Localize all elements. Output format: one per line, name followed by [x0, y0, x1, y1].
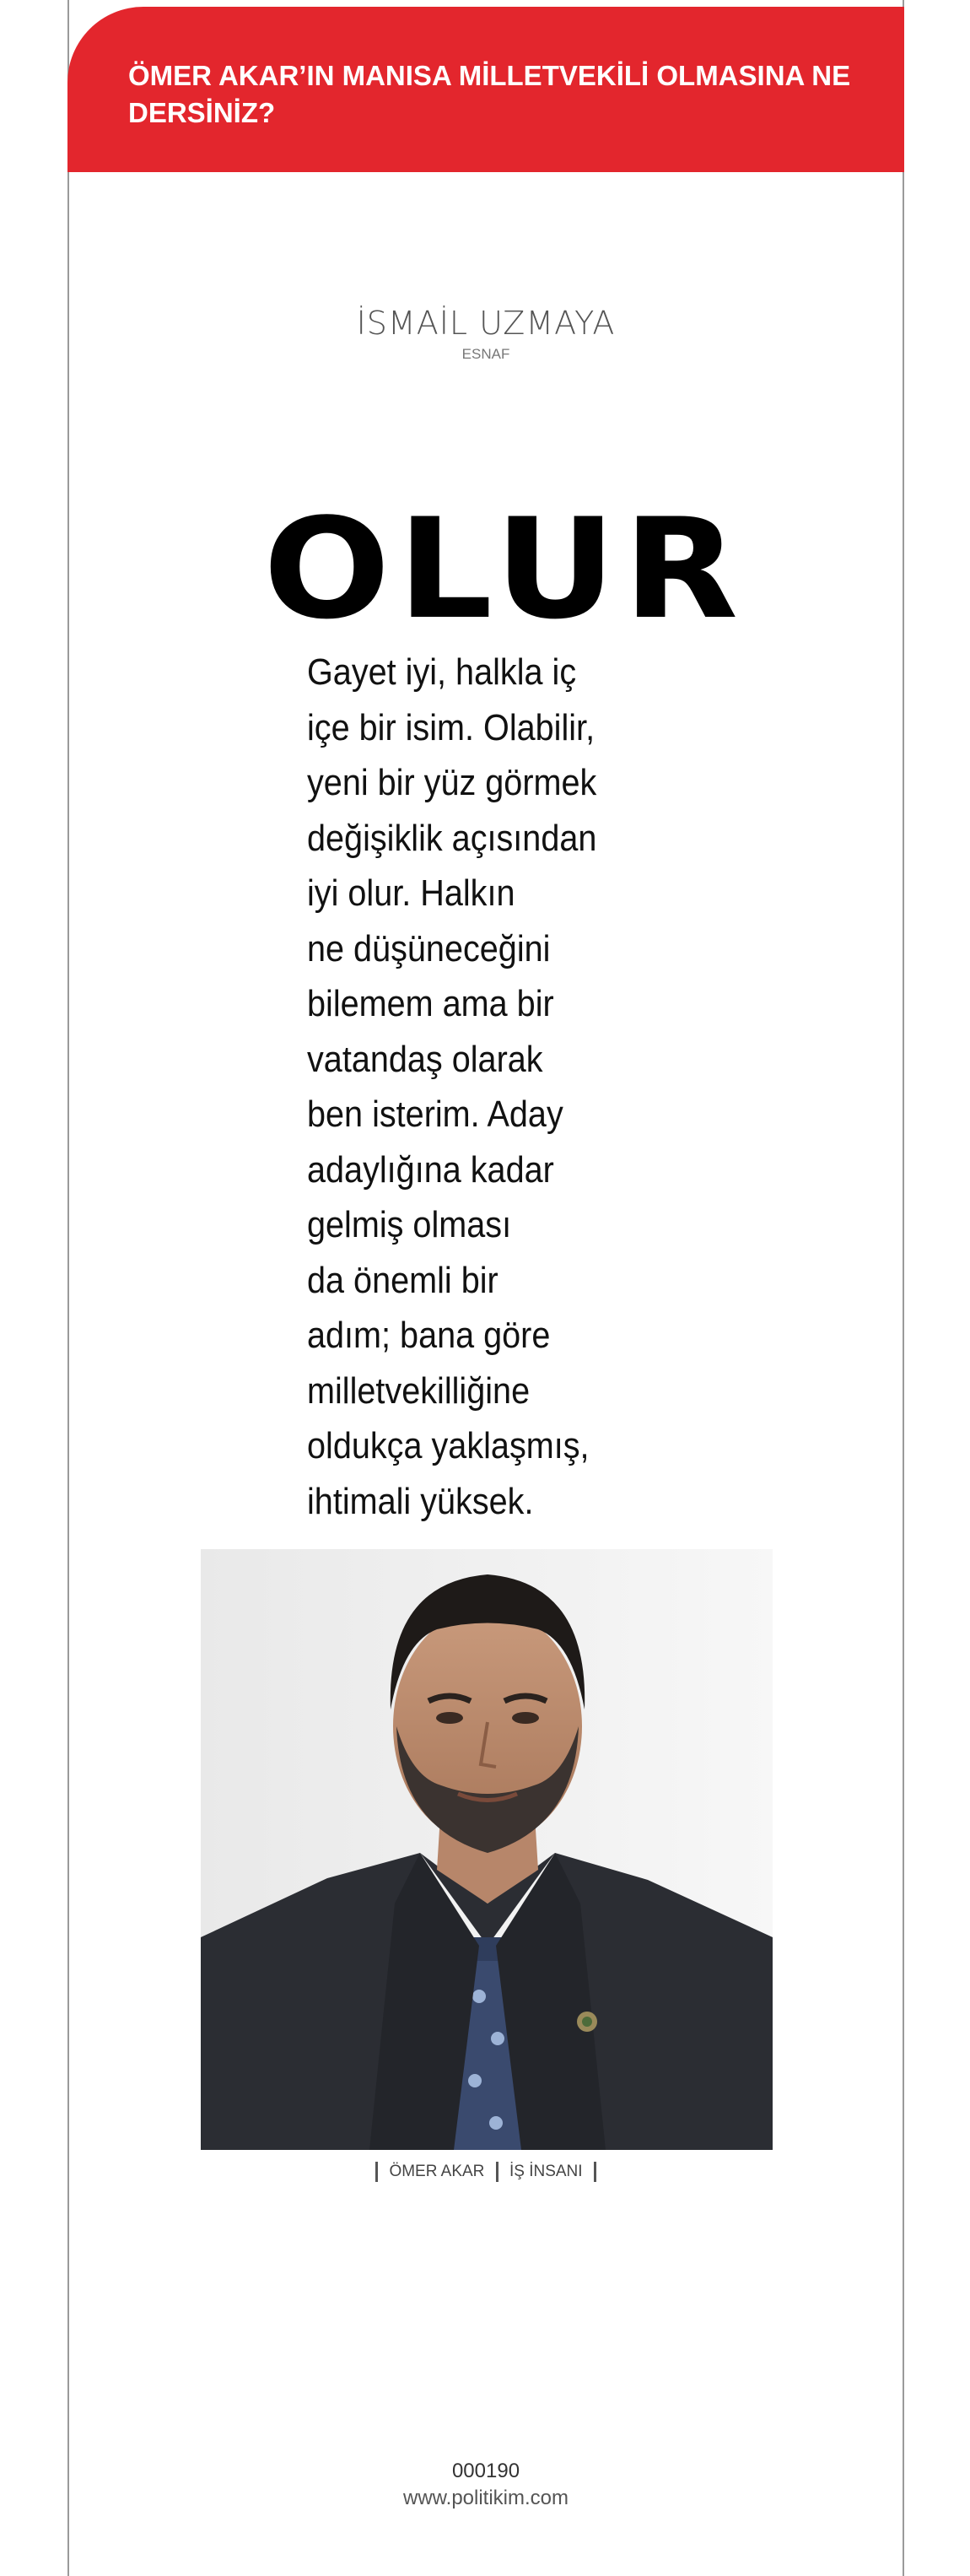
caption-divider	[375, 2162, 378, 2182]
respondent-block	[67, 304, 904, 363]
quote-text: Gayet iyi, halkla iç içe bir isim. Olabilir, yeni bir yüz görmek değişiklik açısından iyi olur. Halkın ne düşüneceğini bilemem ama bir vatandaş olarak ben isterim. Aday adaylığına kadar gelmiş olması da önemli bir adım; bana göre milletvekilliğine oldukça yaklaşmış, ihtimali yüksek.	[307, 651, 597, 1522]
caption-divider	[496, 2162, 498, 2182]
respondent-role: ESNAF	[461, 346, 510, 362]
verdict-answer: OLUR	[263, 489, 746, 650]
portrait-illustration	[201, 1549, 773, 2150]
caption-divider	[594, 2162, 596, 2182]
footer	[67, 2459, 904, 2513]
header-banner	[67, 7, 904, 172]
footer-code: 000190	[451, 2460, 520, 2482]
caption-title: İŞ İNSANI	[509, 2163, 583, 2180]
caption-name: ÖMER AKAR	[389, 2163, 485, 2180]
photo-caption	[67, 2162, 904, 2182]
footer-website-link[interactable]: www.politikim.com	[402, 2487, 569, 2509]
portrait-photo	[201, 1549, 773, 2150]
respondent-name: İSMAİL UZMAYA	[356, 305, 616, 342]
headline: ÖMER AKAR’IN MANISA MİLLETVEKİLİ OLMASINA NE DERSİNİZ?	[128, 60, 851, 128]
